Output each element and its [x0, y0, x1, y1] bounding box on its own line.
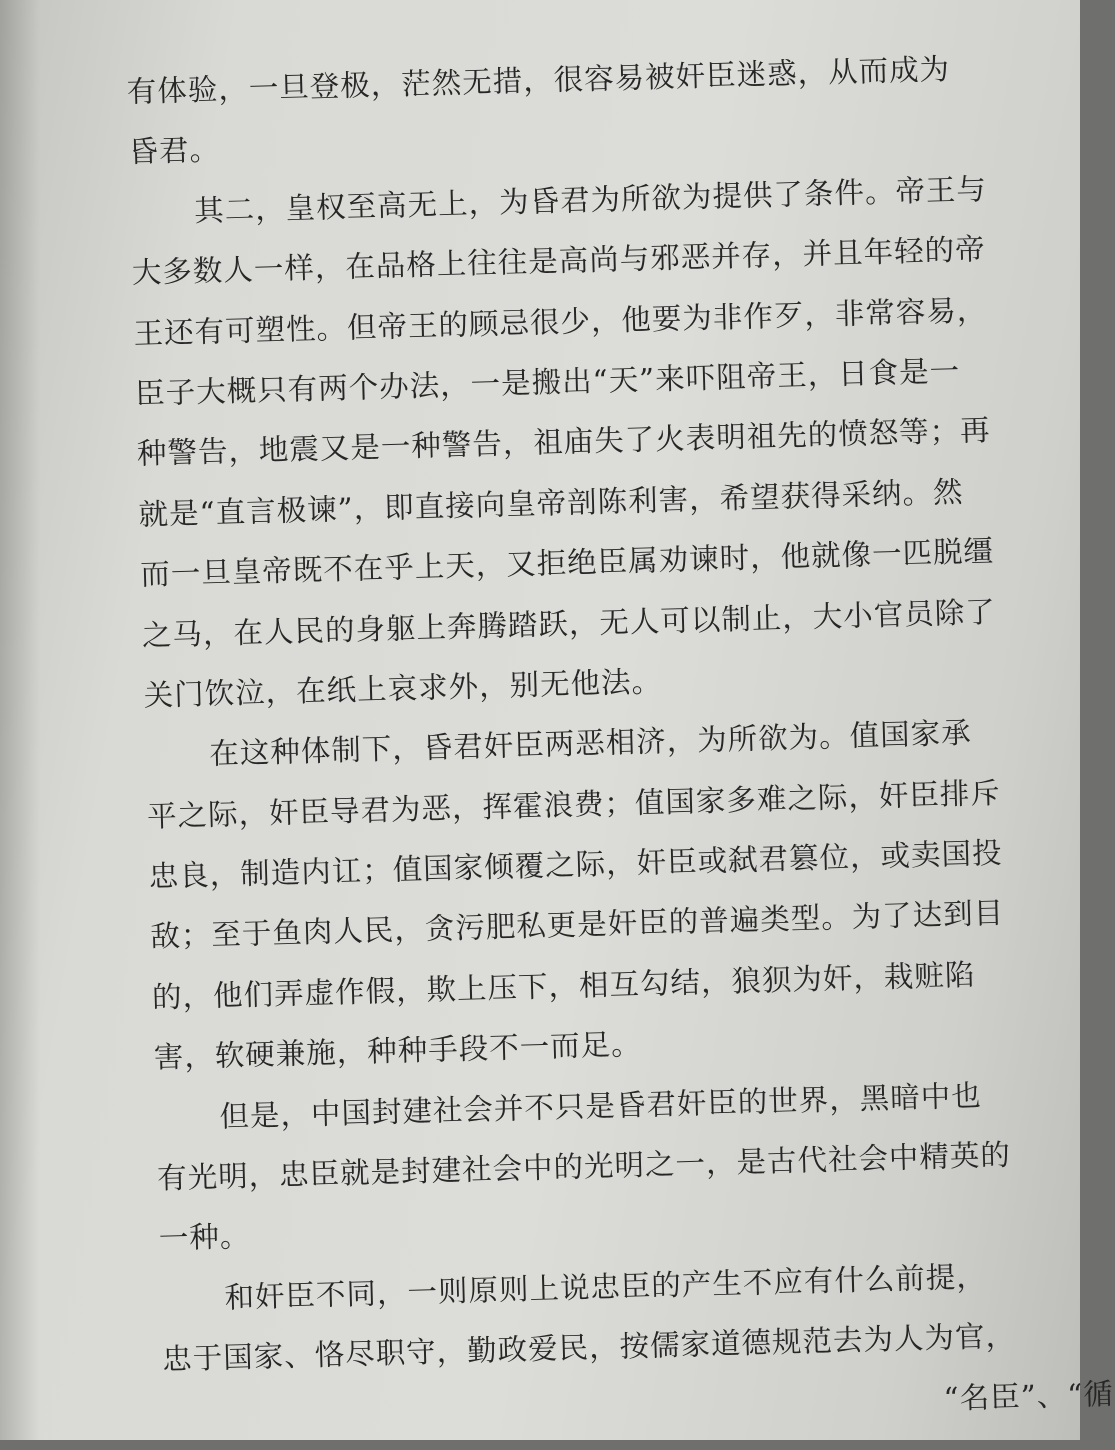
- text-line: 平之际，奸臣导君为恶，挥霍浪费；值国家多难之际，奸臣排斥: [146, 775, 1002, 834]
- text-line: 其二，皇权至高无上，为昏君为所欲为提供了条件。帝王与: [193, 171, 988, 228]
- text-line: 敌；至于鱼肉人民，贪污肥私更是奸臣的普遍类型。为了达到目: [149, 896, 1005, 955]
- text-line: 大多数人一样，在品格上往往是高尚与邪恶并存，并且年轻的帝: [131, 232, 987, 291]
- text-line: 的，他们弄虚作假，欺上压下，相互勾结，狼狈为奸，栽赃陷: [151, 957, 976, 1015]
- text-line: 王还有可塑性。但帝王的顾忌很少，他要为非作歹，非常容易，: [133, 292, 988, 351]
- text-line: 害，软硬兼施，种种手段不一而足。: [153, 1027, 643, 1075]
- text-line: 臣子大概只有两个办法，一是搬出“天”来吓阻帝王，日食是一: [134, 353, 961, 411]
- text-line: 而一旦皇帝既不在乎上天，又拒绝臣属劝谏时，他就像一匹脱缰: [139, 534, 995, 592]
- text-line: 关门饮泣，在纸上哀求外，别无他法。: [143, 664, 663, 713]
- text-line: 昏君。: [128, 132, 221, 170]
- text-line: 忠良，制造内讧；值国家倾覆之际，奸臣或弑君篡位，或卖国投: [148, 835, 1003, 894]
- body-text: [126, 37, 1115, 1450]
- text-line: 在这种体制下，昏君奸臣两恶相济，为所欲为。值国家承: [208, 715, 973, 772]
- text-line: 之马，在人民的身躯上奔腾踏跃，无人可以制止，大小官员除了: [141, 594, 997, 653]
- text-line: 有光明，忠臣就是封建社会中的光明之一，是古代社会中精英的: [156, 1137, 1012, 1196]
- text-line: 但是，中国封建社会并不只是昏君奸臣的世界，黑暗中也: [219, 1078, 983, 1134]
- text-line: 有体验，一旦登极，茫然无措，很容易被奸臣迷惑，从而成为: [126, 52, 951, 109]
- text-line: 种警告，地震又是一种警告，祖庙失了火表明祖先的愤怒等；再: [136, 413, 992, 472]
- page-edge-shadow: [0, 0, 40, 1440]
- text-line: “名臣”、“循: [943, 1376, 1115, 1416]
- text-line: 忠于国家、恪尽职守，勤政爱民，按儒家道德规范去为人为官，: [161, 1318, 1017, 1377]
- text-line: 一种。: [158, 1219, 251, 1256]
- text-line: 和奸臣不同，一则原则上说忠臣的产生不应有什么前提，: [224, 1259, 988, 1315]
- text-line: 就是“直言极谏”，即直接向皇帝剖陈利害，希望获得采纳。然: [138, 474, 964, 532]
